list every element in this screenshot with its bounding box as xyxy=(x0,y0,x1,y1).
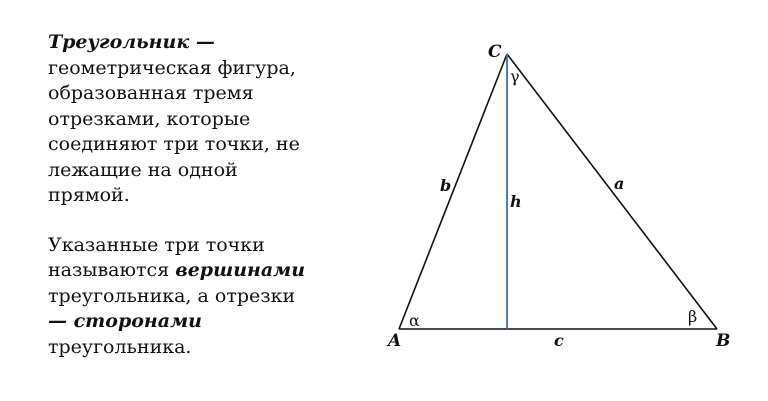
definition-line: соединяют три точки, не xyxy=(48,133,300,155)
vertex-c-label: C xyxy=(488,42,502,62)
angle-alpha-label: α xyxy=(409,311,420,330)
explanation-line: треугольника. xyxy=(48,335,192,358)
angle-beta-label: β xyxy=(688,307,698,326)
definition-line: лежащие на одной xyxy=(48,158,238,181)
explanation-line: Указанные три точки xyxy=(48,233,265,256)
explanation-line: треугольника, а отрезки xyxy=(48,284,296,307)
definition-line: геометрическая фигура, xyxy=(48,56,296,79)
explanation-line: называются xyxy=(48,259,176,281)
term-sides: — сторонами xyxy=(48,310,202,332)
definition-line: прямой. xyxy=(48,184,130,206)
term-triangle: Треугольник — xyxy=(48,31,215,53)
side-a-label: a xyxy=(614,174,625,193)
side-c-label: c xyxy=(554,331,564,350)
vertex-a-label: A xyxy=(388,331,402,351)
side-a-line xyxy=(507,54,717,329)
definition-line: отрезками, которые xyxy=(48,107,251,130)
term-vertices: вершинами xyxy=(175,259,306,281)
height-label: h xyxy=(510,192,522,211)
side-b-line xyxy=(399,54,507,329)
side-b-label: b xyxy=(440,176,452,195)
definition-line: образованная тремя xyxy=(48,82,254,104)
vertex-b-label: B xyxy=(716,331,731,351)
angle-gamma-label: γ xyxy=(510,67,520,86)
